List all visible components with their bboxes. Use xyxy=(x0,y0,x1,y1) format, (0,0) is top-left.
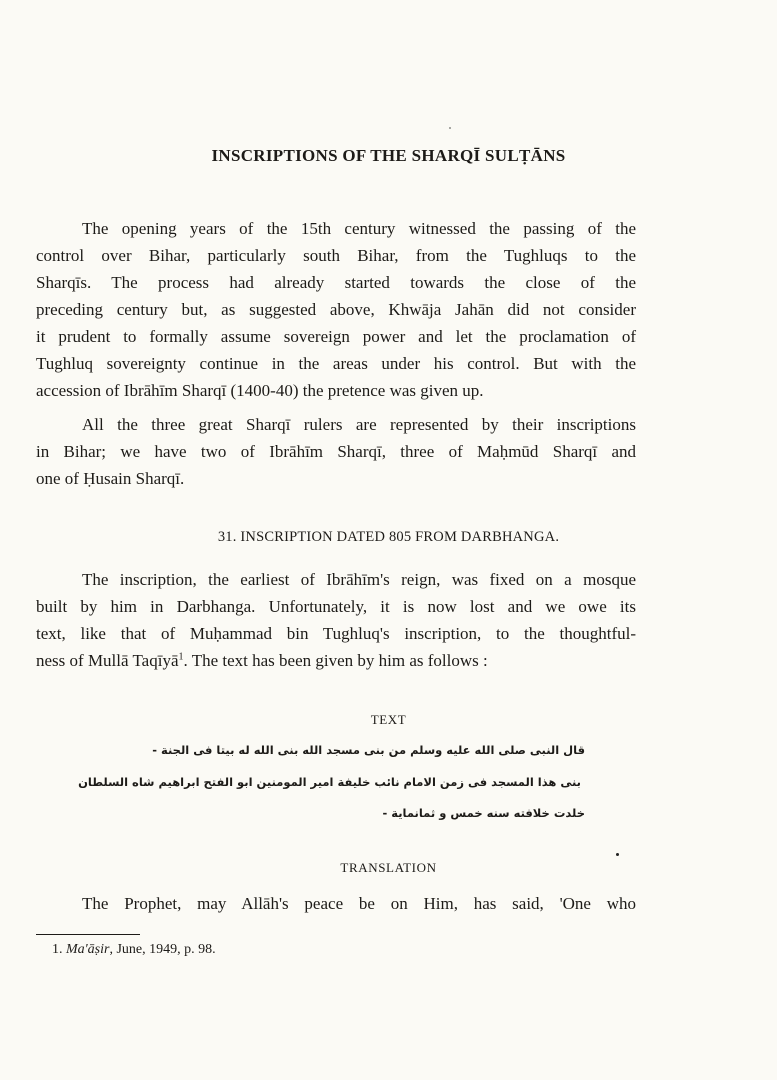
footnote xyxy=(52,942,216,958)
paragraph-line xyxy=(36,647,636,674)
third-paragraph xyxy=(36,566,636,674)
paragraph-line: one of Ḥusain Sharqī. xyxy=(36,469,185,488)
translation-paragraph xyxy=(36,890,636,917)
translation-label: TRANSLATION xyxy=(340,860,437,875)
section-heading: 31. INSCRIPTION DATED 805 FROM DARBHANGA. xyxy=(217,529,560,545)
arabic-line: خلدت خلافته سنه خمس و ثمانمایة - xyxy=(382,806,585,820)
paragraph-line: in Bihar; we have two of Ibrāhīm Sharqī, three of Maḥmūd Sharqī and xyxy=(36,442,636,461)
paragraph-line: preceding century but, as suggested above, Khwāja Jahān did not consider xyxy=(36,300,636,319)
page-title: INSCRIPTIONS OF THE SHARQĪ SULṬĀNS xyxy=(211,146,566,165)
paragraph-line: control over Bihar, particularly south Bihar, from the Tughluqs to the xyxy=(36,246,636,265)
footnote-details: , June, 1949, p. 98. xyxy=(109,942,216,957)
paragraph-line: text, like that of Muḥammad bin Tughluq's inscription, to the thoughtful- xyxy=(36,624,636,643)
paragraph-line: accession of Ibrāhīm Sharqī (1400-40) the pretence was given up. xyxy=(36,381,484,400)
paragraph-line: built by him in Darbhanga. Unfortunately, it is now lost and we owe its xyxy=(36,597,636,616)
paragraph-text: . The text has been given by him as follows : xyxy=(183,651,488,670)
paragraph-line: The opening years of the 15th century witnessed the passing of the xyxy=(82,219,636,238)
footnote-number: 1. xyxy=(52,942,63,957)
paragraph-line: The inscription, the earliest of Ibrāhīm's reign, was fixed on a mosque xyxy=(82,570,636,589)
speck-mark xyxy=(449,127,451,129)
footnote-divider xyxy=(36,934,140,935)
arabic-line: بنی هذا المسجد فی زمن الامام نائب خلیفة امیر المومنین ابو الفتح ابراهیم شاه السلطان xyxy=(78,775,581,789)
text-label: TEXT xyxy=(370,712,407,727)
paragraph-text: ness of Mullā Taqīyā xyxy=(36,651,179,670)
speck-mark xyxy=(616,853,619,856)
paragraph-line: All the three great Sharqī rulers are represented by their inscriptions xyxy=(82,415,636,434)
footnote-marker: 1 xyxy=(178,651,184,663)
paragraph-line: Sharqīs. The process had already started towards the close of the xyxy=(36,273,636,292)
arabic-line: قال النبی صلی الله علیه وسلم من بنی مسجد الله بنی الله له بیتا فی الجنة - xyxy=(152,743,585,757)
paragraph-line: Tughluq sovereignty continue in the areas under his control. But with the xyxy=(36,354,636,373)
paragraph-line: it prudent to formally assume sovereign power and let the proclamation of xyxy=(36,327,636,346)
intro-paragraph xyxy=(36,215,636,404)
paragraph-line: The Prophet, may Allāh's peace be on Him, has said, 'One who xyxy=(82,894,636,913)
footnote-source: Ma'āṣir xyxy=(66,942,110,957)
second-paragraph xyxy=(36,411,636,492)
